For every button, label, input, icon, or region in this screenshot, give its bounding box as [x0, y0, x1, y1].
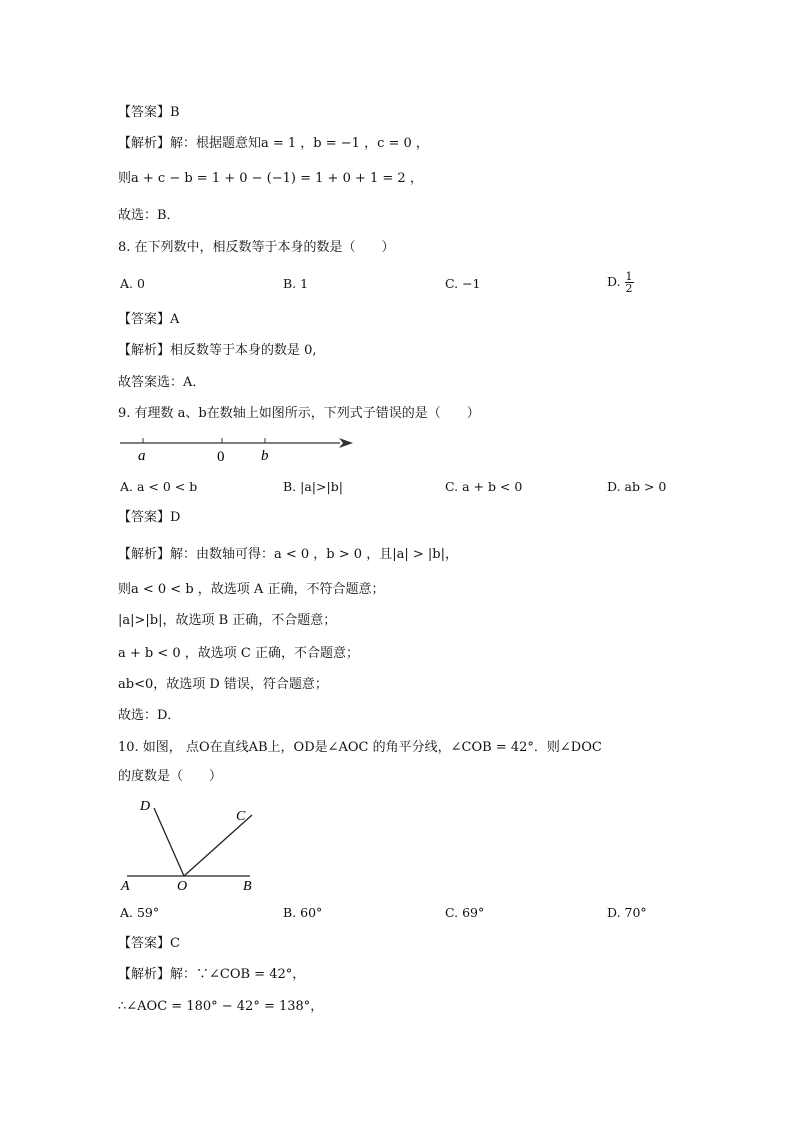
- q10-option-b: B. 60°: [283, 905, 323, 920]
- q9-option-d: D. ab > 0: [607, 479, 667, 494]
- fraction-denominator: 2: [625, 282, 633, 295]
- q9-conclusion: 故选：D．: [118, 708, 181, 723]
- q8-option-d-label: D.: [607, 274, 625, 289]
- point-label-c: C: [236, 809, 246, 824]
- q8-analysis: 【解析】相反数等于本身的数是 0,: [118, 343, 317, 358]
- q10-analysis: 【解析】解：∵∠COB = 42°，: [118, 967, 306, 982]
- q10-option-a: A. 59°: [120, 905, 160, 920]
- q7-answer: 【答案】B: [118, 105, 180, 120]
- label-zero: 0: [217, 449, 225, 465]
- q8-option-c: C. −1: [445, 276, 481, 291]
- fraction-one-half: [625, 271, 634, 294]
- number-line-figure: [115, 430, 360, 466]
- q10-answer: 【答案】C: [118, 936, 180, 951]
- q8-option-a: A. 0: [120, 276, 145, 291]
- q9-step-4: ab<0，故选项 D 错误，符合题意；: [118, 677, 328, 692]
- q7-conclusion: 故选：B．: [118, 208, 180, 223]
- q10-stem-line1: 10. 如图， 点O在直线AB上，OD是∠AOC 的角平分线，∠COB = 42°．则∠DOC: [118, 740, 602, 755]
- point-label-b: B: [243, 879, 252, 893]
- q8-option-b: B. 1: [283, 276, 309, 291]
- point-label-a: A: [121, 879, 130, 893]
- label-b: b: [261, 448, 269, 464]
- q9-option-c: C. a + b < 0: [445, 479, 523, 494]
- ray-oc: [184, 815, 252, 876]
- q8-option-d: [607, 271, 634, 294]
- angle-figure: [115, 793, 275, 893]
- q10-stem-line2: 的度数是（ ）: [118, 769, 223, 784]
- label-a: a: [138, 448, 146, 464]
- point-label-d: D: [140, 799, 151, 814]
- q7-analysis: 【解析】解：根据题意知a = 1 ，b = −1 ，c = 0 ，: [118, 136, 429, 151]
- q10-option-c: C. 69°: [445, 905, 485, 920]
- q9-option-b: B. |a|>|b|: [283, 479, 343, 494]
- q9-step-1: 则a < 0 < b ，故选项 A 正确，不符合题意；: [118, 582, 385, 597]
- q7-step: 则a + c − b = 1 + 0 − (−1) = 1 + 0 + 1 = 2 ，: [118, 171, 423, 186]
- point-label-o: O: [177, 879, 188, 893]
- fraction-numerator: 1: [625, 270, 633, 283]
- ray-od: [154, 808, 184, 876]
- q9-analysis: 【解析】解：由数轴可得：a < 0 ，b > 0 ，且|a| > |b|，: [118, 547, 458, 562]
- q8-stem: 8. 在下列数中，相反数等于本身的数是（ ）: [118, 240, 395, 255]
- q8-answer: 【答案】A: [118, 312, 180, 327]
- q9-answer: 【答案】D: [118, 510, 181, 525]
- q10-step: ∴∠AOC = 180° − 42° = 138°，: [118, 999, 324, 1014]
- number-line-arrow-icon: [339, 438, 353, 448]
- q9-step-2: |a|>|b|，故选项 B 正确，不合题意；: [118, 613, 337, 628]
- q9-option-a: A. a < 0 < b: [120, 479, 198, 494]
- q10-option-d: D. 70°: [607, 905, 647, 920]
- q9-step-3: a + b < 0 ，故选项 C 正确，不合题意；: [118, 646, 360, 661]
- q8-conclusion: 故答案选：A．: [118, 375, 206, 390]
- q9-stem: 9. 有理数 a、b在数轴上如图所示，下列式子错误的是（ ）: [118, 406, 480, 421]
